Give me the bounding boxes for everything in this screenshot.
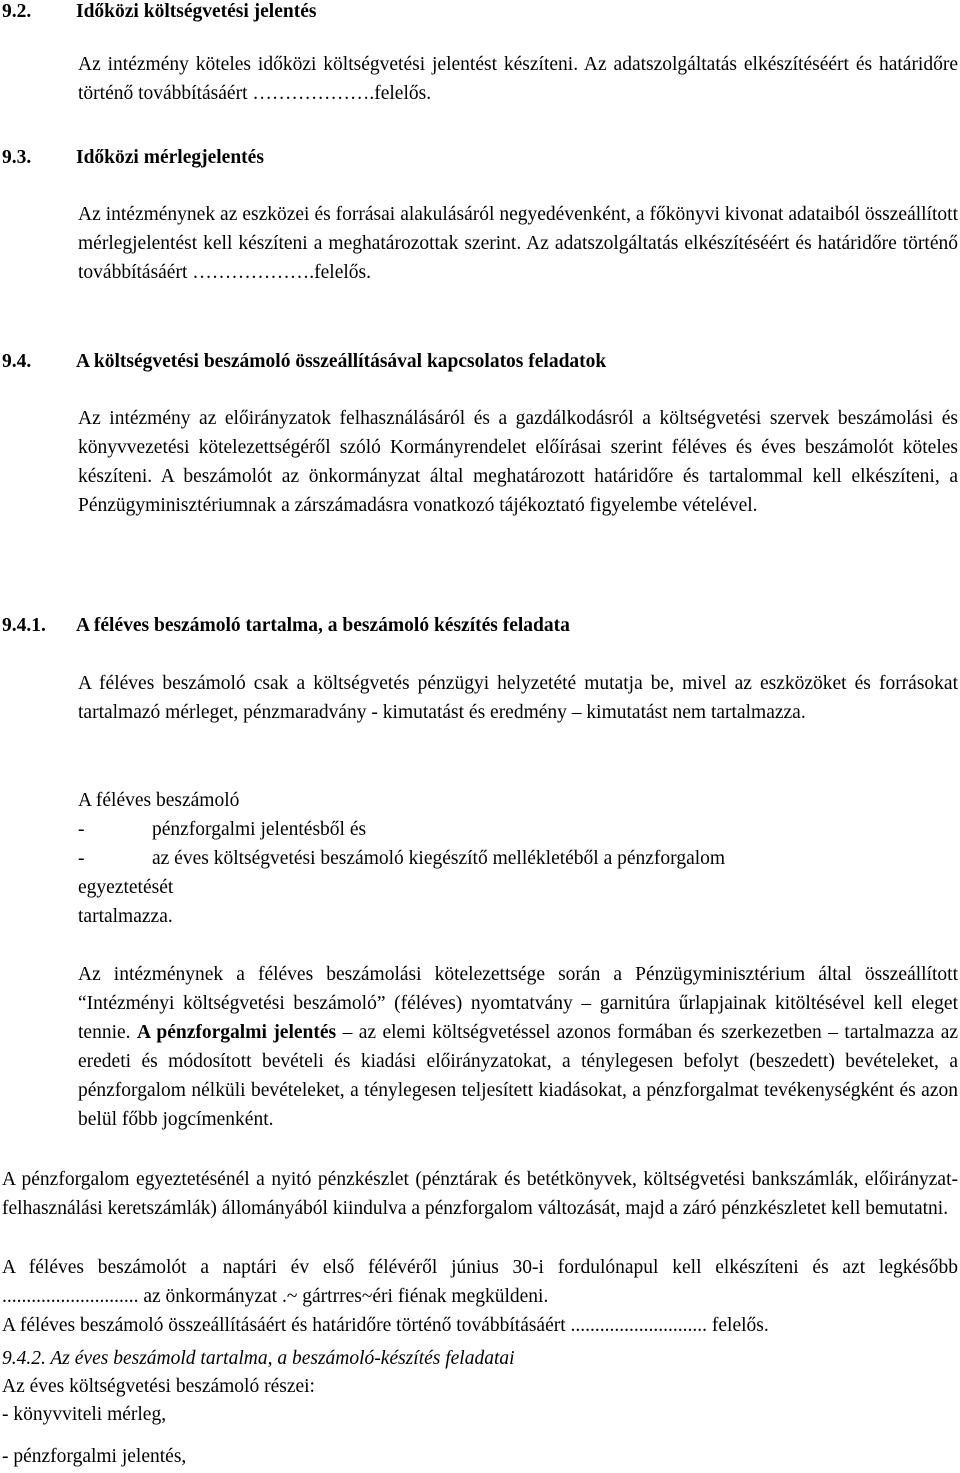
list-dash: - — [78, 819, 85, 840]
list-item: - pénzforgalmi jelentés, — [2, 1446, 187, 1467]
section-number: 9.4. — [2, 351, 32, 372]
list-item — [78, 844, 958, 873]
section-9-4-1-heading — [2, 614, 570, 638]
pm-form-paragraph — [78, 960, 958, 1134]
section-title: Időközi mérlegjelentés — [76, 147, 264, 168]
bold-term: A pénzforgalmi jelentés — [136, 1022, 337, 1043]
list-item: - könyvviteli mérleg, — [2, 1404, 167, 1425]
list-dash: - — [78, 848, 85, 869]
section-title: A költségvetési beszámoló összeállításával kapcsolatos feladatok — [76, 351, 607, 372]
list-item-continuation: egyeztetését — [78, 877, 174, 898]
section-number: 9.4.1. — [2, 615, 46, 636]
section-9-3-heading — [2, 146, 264, 170]
half-year-report-paragraph: A féléves beszámoló csak a költségvetés pénzügyi helyzetété mutatja be, mivel az eszközöket és forrásokat tartalmazó mérleget, pénzmaradvány - kimutatást és eredmény – kimutatást nem tartalmazza. — [78, 673, 958, 723]
list-item-text: az éves költségvetési beszámoló kiegészítő mellékletéből a pénzforgalom — [152, 848, 726, 869]
section-number: 9.2. — [2, 1, 32, 22]
responsible-paragraph: A féléves beszámoló összeállításáért és határidőre történő továbbításáért ............................ felelős. — [2, 1315, 769, 1336]
section-9-3-paragraph: Az intézménynek az eszközei és forrásai alakulásáról negyedévenként, a főkönyvi kivonat adataiból összeállított mérlegjelentést kell készíteni a meghatározottak szerint. Az adatszolgáltatás elkészítéséért és határidőre történő továbbításáért ……………….felelős. — [78, 204, 958, 283]
section-title: A féléves beszámoló tartalma, a beszámoló készítés feladata — [76, 615, 570, 636]
list-item — [78, 815, 958, 844]
list-item-text: pénzforgalmi jelentésből és — [152, 819, 367, 840]
section-number: 9.3. — [2, 147, 32, 168]
section-9-2-heading — [2, 0, 316, 24]
reconciliation-paragraph: A pénzforgalom egyeztetésénél a nyitó pénzkészlet (pénztárak és betétkönyvek, költségvetési bankszámlák, előirányzat-felhasználási keretszámlák) állományából kiindulva a pénzforgalom változását, majd a záró pénzkészletet kell bemutatni. — [2, 1169, 958, 1219]
section-9-4-heading — [2, 350, 606, 374]
section-title: Időközi költségvetési jelentés — [76, 1, 317, 22]
half-year-report-intro: A féléves beszámoló — [78, 790, 240, 811]
section-9-2-paragraph: Az intézmény köteles időközi költségvetési jelentést készíteni. Az adatszolgáltatás elkészítéséért és határidőre történő továbbításáért ……………….felelős. — [78, 54, 958, 104]
paragraph-text: – az elemi költségvetéssel azonos formában és szerkezetben – tartalmazza az eredeti és módosított bevételi és kiadási előirányzatokat, a ténylegesen befolyt (beszedett) bevételeket, a pénzforgalom nélküli bevételeket, a ténylegesen teljesített kiadásokat, a pénzforgalmat tevékenységként és azon belül főbb jogcímenként. — [78, 1022, 959, 1130]
list-closing-text: tartalmazza. — [78, 906, 173, 927]
deadline-paragraph: A féléves beszámolót a naptári év első félévéről június 30-i fordulónapul kell elkészíteni és azt legkésőbb ............................ az önkormányzat .~ gártrres~éri fiénak megküldeni. — [2, 1257, 958, 1307]
paragraph-text: Az intézménynek a féléves beszámolási kötelezettsége során a Pénzügyminisztérium által összeállított “Intézményi költségvetési beszámoló” (féléves) nyomtatvány – garnitúra űrlapjainak kitöltésével kell eleget tennie. — [78, 964, 958, 1043]
annual-report-intro: Az éves költségvetési beszámoló részei: — [2, 1376, 315, 1397]
section-9-4-2-heading: 9.4.2. Az éves beszámold tartalma, a beszámoló-készítés feladatai — [2, 1348, 515, 1369]
section-9-4-paragraph: Az intézmény az előirányzatok felhasználásáról és a gazdálkodásról a költségvetési szervek beszámolási és könyvvezetési kötelezettségéről szóló Kormányrendelet előírásai szerint féléves és éves beszámolót köteles készíteni. A beszámolót az önkormányzat által meghatározott határidőre és tartalommal kell elkészíteni, a Pénzügyminisztériumnak a zárszámadásra vonatkozó tájékoztató figyelembe vételével. — [78, 408, 958, 516]
